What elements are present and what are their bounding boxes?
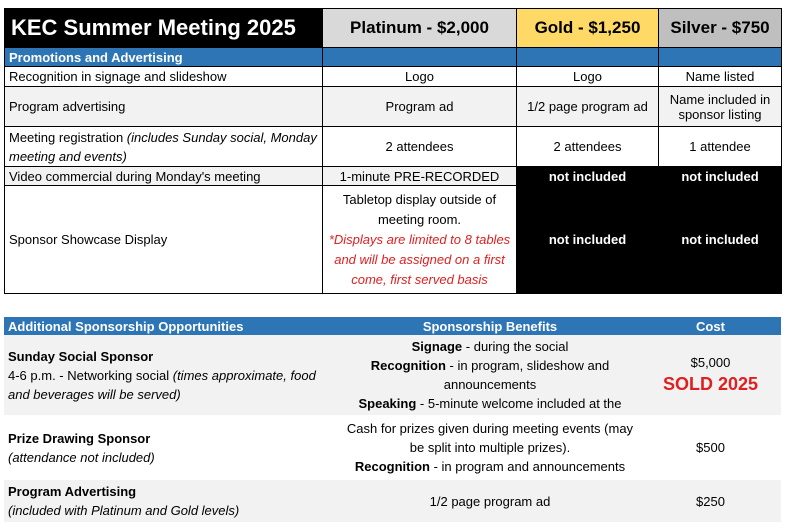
- benefit-bold: Speaking: [358, 396, 417, 411]
- cost-value: $500: [640, 416, 781, 480]
- benefits-header: Sponsorship Benefits: [340, 317, 640, 335]
- table-row: [4, 335, 781, 416]
- gold-value: 1/2 page program ad: [517, 87, 659, 127]
- section-spacer: [323, 48, 517, 67]
- benefit-text: 1/2 page program ad: [340, 480, 640, 523]
- opportunity-cell: [4, 335, 340, 416]
- gold-header: Gold - $1,250: [517, 9, 659, 48]
- cost-value: $250: [640, 480, 781, 523]
- platinum-value: 1-minute PRE-RECORDED: [323, 167, 517, 186]
- benefit-bold: Recognition: [370, 358, 446, 373]
- section-spacer: [659, 48, 782, 67]
- silver-value: 1 attendee: [659, 127, 782, 167]
- opportunity-cell: [4, 480, 340, 523]
- benefit-text: - 5-minute welcome included at the: [416, 396, 622, 411]
- benefit-label: Video commercial during Monday's meeting: [5, 167, 323, 186]
- platinum-display-text: Tabletop display outside of meeting room.: [342, 191, 497, 227]
- table-row: [5, 67, 782, 87]
- benefit-label-main: Meeting registration: [9, 129, 127, 145]
- additional-opportunities-table: [4, 317, 781, 523]
- sponsorship-levels-table: [4, 8, 782, 294]
- additional-header-row: [4, 317, 781, 335]
- platinum-value: 2 attendees: [323, 127, 517, 167]
- benefit-bold: Signage: [411, 339, 463, 354]
- sold-badge: SOLD 2025: [662, 374, 759, 394]
- benefit-label: Recognition in signage and slideshow: [5, 67, 323, 87]
- platinum-header: Platinum - $2,000: [323, 9, 517, 48]
- opportunity-desc: 4-6 p.m. - Networking social: [8, 367, 173, 383]
- benefit-label: Sponsor Showcase Display: [5, 186, 323, 294]
- gold-value: not included: [517, 167, 659, 186]
- benefit-text: - during the social: [462, 339, 569, 354]
- section-title: Promotions and Advertising: [5, 48, 323, 67]
- opportunity-note: (times approximate, food and beverages will be served): [8, 367, 316, 402]
- benefit-label-note: (includes Sunday social, Monday meeting and events): [9, 129, 317, 164]
- table-row: [5, 87, 782, 127]
- benefit-text: Cash for prizes given during meeting events (may be split into multiple prizes).: [346, 421, 634, 455]
- gold-value: Logo: [517, 67, 659, 87]
- table-row: [5, 186, 782, 294]
- silver-value: not included: [659, 167, 782, 186]
- silver-header: Silver - $750: [659, 9, 782, 48]
- cost-cell: [640, 335, 781, 416]
- opportunity-title: Sunday Social Sponsor: [8, 348, 154, 364]
- platinum-display-note: *Displays are limited to 8 tables and will be assigned on a first come, first served basis: [328, 231, 511, 287]
- benefit-bold: Recognition: [354, 459, 430, 474]
- section-header-row: [5, 48, 782, 67]
- opportunity-title: Program Advertising: [8, 484, 137, 499]
- levels-header-row: [5, 9, 782, 48]
- silver-value: Name listed: [659, 67, 782, 87]
- platinum-value: Logo: [323, 67, 517, 87]
- benefit-label: [5, 127, 323, 167]
- benefit-text: - in program, slideshow and announcements: [443, 358, 610, 392]
- gold-value: 2 attendees: [517, 127, 659, 167]
- benefits-cell: [340, 416, 640, 480]
- section-spacer: [517, 48, 659, 67]
- platinum-value: Program ad: [323, 87, 517, 127]
- gold-value: not included: [517, 186, 659, 294]
- silver-value: not included: [659, 186, 782, 294]
- cost-header: Cost: [640, 317, 781, 335]
- silver-value: Name included in sponsor listing: [659, 87, 782, 127]
- opportunity-title: Prize Drawing Sponsor: [8, 430, 151, 446]
- opportunity-header: Additional Sponsorship Opportunities: [4, 317, 340, 335]
- opportunity-note: (attendance not included): [8, 449, 155, 465]
- platinum-value: [323, 186, 517, 294]
- opportunity-cell: [4, 416, 340, 480]
- benefit-label: Program advertising: [5, 87, 323, 127]
- table-row: [5, 167, 782, 186]
- benefits-cell: [340, 335, 640, 416]
- table-row: [4, 416, 781, 480]
- page-title: KEC Summer Meeting 2025: [5, 9, 323, 48]
- benefit-text: - in program and announcements: [429, 459, 626, 474]
- table-row: [4, 480, 781, 523]
- opportunity-note: (included with Platinum and Gold levels): [8, 503, 240, 518]
- cost-value: $5,000: [690, 355, 731, 370]
- table-row: [5, 127, 782, 167]
